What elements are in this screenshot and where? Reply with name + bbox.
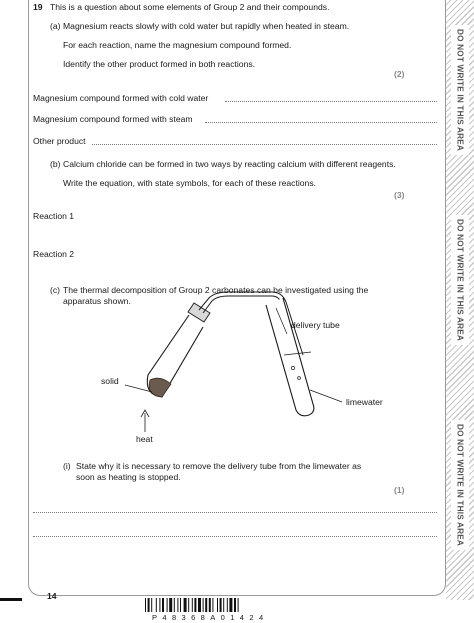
question-intro: This is a question about some elements of Group 2 and their compounds. (50, 2, 330, 12)
sub-i-line2: soon as heating is stopped. (76, 472, 181, 482)
part-b-label: (b) (50, 159, 61, 169)
part-c-text-line1: The thermal decomposition of Group 2 carbonates can be investigated using the (63, 285, 369, 295)
answer-line-sub-i-1[interactable] (33, 512, 437, 513)
answer-label-steam: Magnesium compound formed with steam (33, 114, 193, 124)
sub-i-label: (i) (63, 461, 71, 471)
part-a-label: (a) (50, 21, 61, 31)
label-solid: solid (101, 376, 119, 386)
footer-rule (0, 598, 22, 601)
limewater-leader (310, 390, 342, 402)
sub-i-marks: (1) (394, 485, 405, 495)
no-write-label-bottom: DO NOT WRITE IN THIS AREA (451, 420, 469, 550)
part-a-line2: For each reaction, name the magnesium compound formed. (63, 40, 292, 50)
barcode (145, 598, 325, 612)
label-heat: heat (136, 434, 153, 444)
question-number: 19 (33, 2, 43, 12)
part-b-marks: (3) (394, 190, 405, 200)
part-a-marks: (2) (394, 69, 405, 79)
no-write-label-middle: DO NOT WRITE IN THIS AREA (451, 215, 469, 345)
label-limewater: limewater (346, 397, 383, 407)
boiling-tube (147, 315, 203, 397)
part-b-line2: Write the equation, with state symbols, for each of these reactions. (63, 178, 317, 188)
barcode-number: P48368A01424 (152, 613, 269, 622)
part-b-text: Calcium chloride can be formed in two ways by reacting calcium with different reagents. (63, 159, 396, 169)
label-delivery-tube: delivery tube (291, 320, 340, 330)
reaction-2-label: Reaction 2 (33, 249, 75, 259)
answer-label-cold-water: Magnesium compound formed with cold water (33, 93, 209, 103)
part-a-line3: Identify the other product formed in both reactions. (63, 59, 256, 69)
answer-line-sub-i-2[interactable] (33, 536, 437, 537)
part-c-text-line2: apparatus shown. (63, 296, 131, 306)
no-write-label-top: DO NOT WRITE IN THIS AREA (451, 25, 469, 155)
part-c-label: (c) (50, 285, 61, 295)
part-a-text: Magnesium reacts slowly with cold water but rapidly when heated in steam. (63, 21, 350, 31)
sub-i-line1: State why it is necessary to remove the delivery tube from the limewater as (76, 461, 362, 471)
answer-label-other-product: Other product (33, 136, 86, 146)
page-number: 14 (47, 591, 57, 601)
reaction-1-label: Reaction 1 (33, 211, 75, 221)
